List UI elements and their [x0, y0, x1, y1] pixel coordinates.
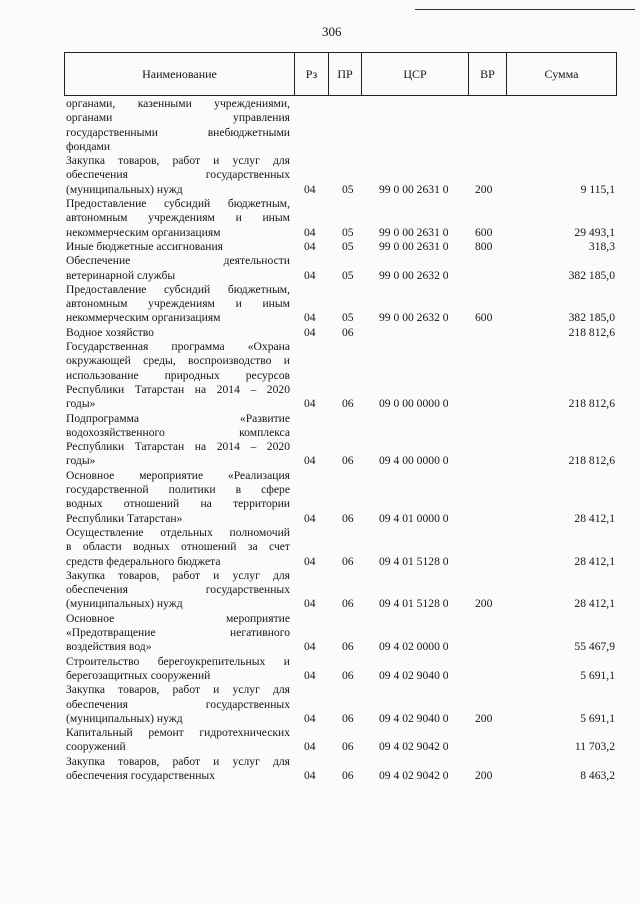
row-csr: 99 0 00 2631 0 [379, 240, 449, 253]
row-rz: 04 [304, 397, 316, 411]
row-name-line: Капитальный ремонт гидротехнических [66, 726, 290, 740]
row-sum: 28 412,1 [574, 511, 615, 525]
row-name [66, 326, 290, 340]
row-name-line: фондами [66, 139, 111, 153]
row-rz: 04 [304, 511, 316, 525]
row-name-line: Предоставление субсидий бюджетным, [66, 282, 290, 296]
row-vr: 200 [475, 769, 493, 783]
row-pr: 05 [342, 240, 354, 253]
row-name-line: некоммерческим организациям [66, 225, 221, 239]
row-sum: 8 463,2 [580, 769, 615, 783]
row-sum: 218 812,6 [568, 397, 615, 411]
row-name-line: Обеспечение деятельности [66, 254, 290, 268]
row-name-line: Закупка товаров, работ и услуг для [66, 754, 290, 768]
row-name-line: Закупка товаров, работ и услуг для [66, 568, 290, 582]
row-name [66, 240, 290, 254]
row-name-line: водохозяйственного комплекса [66, 425, 290, 439]
row-name-line: средств федерального бюджета [66, 554, 221, 568]
row-pr: 06 [342, 397, 354, 411]
row-name-line: «Предотвращение негативного [66, 626, 290, 640]
row-pr: 06 [342, 511, 354, 525]
row-name-line: годы» [66, 454, 96, 468]
row-name-line: Основное мероприятие [66, 611, 290, 625]
row-name [66, 97, 290, 154]
row-pr: 06 [342, 711, 354, 725]
row-name-line: Осуществление отдельных полномочий [66, 526, 290, 539]
row-rz: 04 [304, 740, 316, 754]
row-name-line: Строительство берегоукрепительных и [66, 654, 290, 668]
row-name [66, 526, 290, 569]
row-pr: 05 [342, 225, 354, 239]
row-rz: 04 [304, 597, 316, 611]
row-csr: 99 0 00 2631 0 [379, 225, 449, 239]
row-sum: 11 703,2 [574, 740, 615, 754]
row-vr: 200 [475, 597, 493, 611]
row-rz: 04 [304, 182, 316, 196]
row-name-line: Иные бюджетные ассигнования [66, 240, 223, 253]
row-rz: 04 [304, 640, 316, 654]
row-vr: 600 [475, 225, 493, 239]
row-vr: 200 [475, 711, 493, 725]
row-sum: 28 412,1 [574, 597, 615, 611]
row-csr: 09 4 01 5128 0 [379, 597, 449, 611]
row-sum: 9 115,1 [580, 182, 615, 196]
row-csr: 99 0 00 2631 0 [379, 182, 449, 196]
row-sum: 382 185,0 [568, 311, 615, 325]
row-vr: 600 [475, 311, 493, 325]
row-pr: 06 [342, 740, 354, 754]
row-name-line: Закупка товаров, работ и услуг для [66, 154, 290, 168]
row-csr: 09 4 02 9040 0 [379, 711, 449, 725]
header-csr: ЦСР [403, 67, 427, 81]
row-name-line: (муниципальных) нужд [66, 182, 183, 196]
row-pr: 06 [342, 325, 354, 339]
row-rz: 04 [304, 668, 316, 682]
row-pr: 05 [342, 311, 354, 325]
row-csr: 09 4 02 0000 0 [379, 640, 449, 654]
row-rz: 04 [304, 268, 316, 282]
row-csr: 09 4 02 9040 0 [379, 668, 449, 682]
row-rz: 04 [304, 769, 316, 783]
row-name [66, 655, 290, 684]
row-name [66, 755, 290, 784]
row-name-line: ветеринарной службы [66, 268, 176, 282]
row-sum: 28 412,1 [574, 554, 615, 568]
row-csr: 09 4 02 9042 0 [379, 740, 449, 754]
row-rz: 04 [304, 325, 316, 339]
row-name-line: в области водных отношений за счет [66, 540, 290, 554]
row-sum: 29 493,1 [574, 225, 615, 239]
row-pr: 06 [342, 640, 354, 654]
top-rule [415, 9, 635, 10]
row-rz: 04 [304, 711, 316, 725]
header-name: Наименование [142, 67, 217, 81]
row-name-line: Закупка товаров, работ и услуг для [66, 683, 290, 697]
header-pr: ПР [337, 67, 353, 81]
row-name-line: государственной политики в сфере [66, 483, 290, 497]
row-csr: 09 4 00 0000 0 [379, 454, 449, 468]
row-name-line: годы» [66, 397, 96, 411]
row-name-line: (муниципальных) нужд [66, 711, 183, 725]
row-name-line: окружающей среды, воспроизводство и [66, 354, 290, 368]
row-name-line: Основное мероприятие «Реализация [66, 468, 290, 482]
row-name [66, 469, 290, 526]
row-name-line: Республики Татарстан» [66, 511, 183, 525]
row-name-line: воздействия вод» [66, 640, 152, 654]
row-name [66, 254, 290, 283]
row-name [66, 412, 290, 469]
row-csr: 09 4 01 5128 0 [379, 554, 449, 568]
row-rz: 04 [304, 554, 316, 568]
row-name [66, 683, 290, 726]
row-name-line: органами управления [66, 111, 290, 125]
row-name-line: обеспечения государственных [66, 168, 290, 182]
row-sum: 5 691,1 [580, 668, 615, 682]
row-name [66, 197, 290, 240]
row-name-line: Республики Татарстан на 2014 – 2020 [66, 440, 290, 454]
row-name [66, 726, 290, 755]
row-pr: 06 [342, 769, 354, 783]
page-number: 306 [322, 24, 342, 39]
row-rz: 04 [304, 454, 316, 468]
row-name-line: берегозащитных сооружений [66, 668, 211, 682]
row-sum: 218 812,6 [568, 325, 615, 339]
row-name-line: Государственная программа «Охрана [66, 340, 290, 354]
header-vr: ВР [480, 67, 495, 81]
row-name-line: водных отношений на территории [66, 497, 290, 511]
row-name [66, 154, 290, 197]
row-pr: 06 [342, 454, 354, 468]
row-sum: 218 812,6 [568, 454, 615, 468]
row-name-line: Предоставление субсидий бюджетным, [66, 197, 290, 211]
row-name-line: государственными внебюджетными [66, 125, 290, 139]
row-pr: 05 [342, 268, 354, 282]
row-name-line: Водное хозяйство [66, 325, 154, 339]
row-pr: 05 [342, 182, 354, 196]
row-vr: 200 [475, 182, 493, 196]
row-csr: 09 0 00 0000 0 [379, 397, 449, 411]
row-sum: 5 691,1 [580, 711, 615, 725]
row-rz: 04 [304, 240, 316, 253]
row-sum: 318,3 [588, 240, 615, 253]
row-csr: 09 4 02 9042 0 [379, 769, 449, 783]
row-pr: 06 [342, 597, 354, 611]
row-pr: 06 [342, 554, 354, 568]
row-vr: 800 [475, 240, 493, 253]
row-name-line: автономным учреждениям и иным [66, 211, 290, 225]
header-sum: Сумма [544, 67, 579, 81]
row-name [66, 340, 290, 411]
row-sum: 55 467,9 [574, 640, 615, 654]
row-csr: 09 4 01 0000 0 [379, 511, 449, 525]
row-csr: 99 0 00 2632 0 [379, 268, 449, 282]
table-header [64, 52, 617, 96]
row-rz: 04 [304, 311, 316, 325]
row-name-line: Республики Татарстан на 2014 – 2020 [66, 382, 290, 396]
row-pr: 06 [342, 668, 354, 682]
row-csr: 99 0 00 2632 0 [379, 311, 449, 325]
row-name [66, 612, 290, 655]
row-rz: 04 [304, 225, 316, 239]
row-name-line: обеспечения государственных [66, 697, 290, 711]
row-name [66, 283, 290, 326]
row-name-line: органами, казенными учреждениями, [66, 97, 290, 110]
row-name-line: обеспечения государственных [66, 583, 290, 597]
row-name-line: (муниципальных) нужд [66, 597, 183, 611]
row-name [66, 569, 290, 612]
row-sum: 382 185,0 [568, 268, 615, 282]
row-name-line: использование природных ресурсов [66, 368, 290, 382]
header-rz: Рз [305, 67, 318, 81]
row-name-line: сооружений [66, 740, 126, 754]
row-name-line: Подпрограмма «Развитие [66, 411, 290, 425]
row-name-line: некоммерческим организациям [66, 311, 221, 325]
row-name-line: обеспечения государственных [66, 769, 216, 783]
row-name-line: автономным учреждениям и иным [66, 297, 290, 311]
